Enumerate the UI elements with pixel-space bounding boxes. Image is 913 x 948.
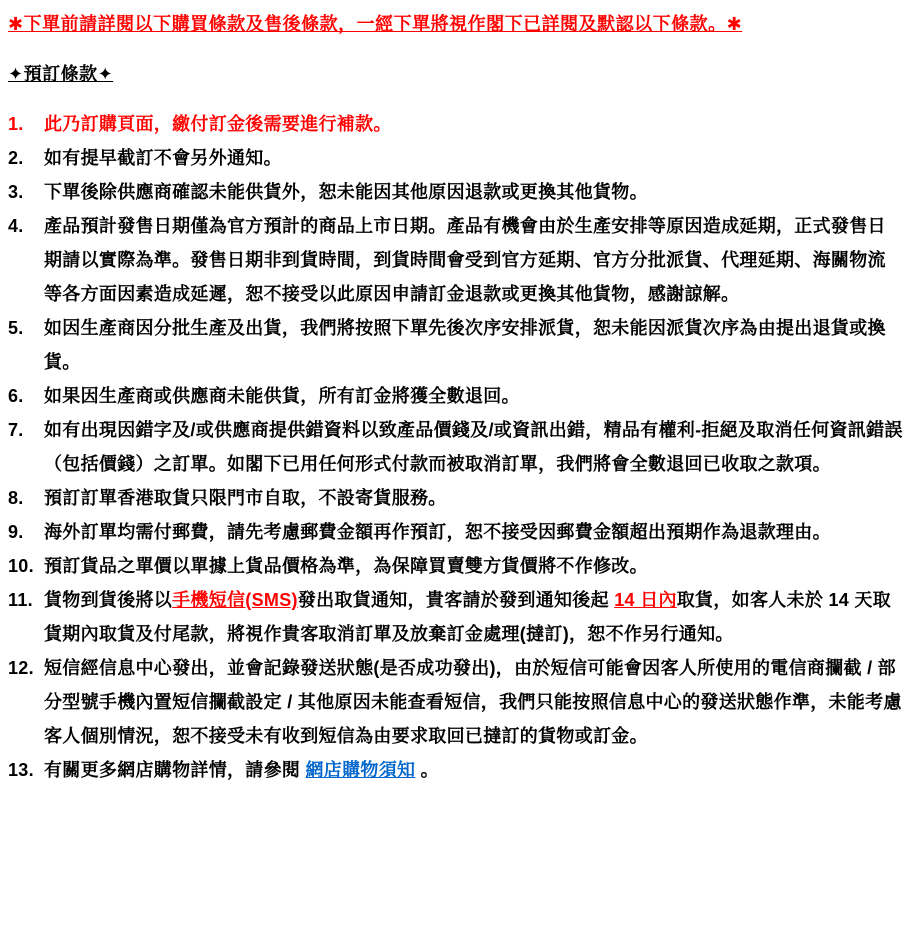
term-number: 11. bbox=[8, 590, 33, 610]
term-text bbox=[44, 107, 903, 141]
term-item-6 bbox=[8, 379, 903, 413]
term-item-10 bbox=[8, 549, 903, 583]
term-text-segment: 如因生產商因分批生產及出貨，我們將按照下單先後次序安排派貨，恕未能因派貨次序為由提出退貨或換貨。 bbox=[44, 318, 886, 372]
term-text bbox=[44, 481, 903, 515]
term-number: 4. bbox=[8, 216, 24, 236]
term-number: 2. bbox=[8, 148, 24, 168]
term-text-segment: 貨物到貨後將以 bbox=[44, 590, 173, 610]
term-number: 3. bbox=[8, 182, 24, 202]
term-number: 6. bbox=[8, 386, 24, 406]
term-text bbox=[44, 413, 903, 481]
term-item-1 bbox=[8, 107, 903, 141]
pickup-deadline-highlight: 14 日內 bbox=[614, 590, 677, 610]
term-number: 9. bbox=[8, 522, 24, 542]
term-item-13 bbox=[8, 753, 903, 787]
term-text-segment: 如果因生產商或供應商未能供貨，所有訂金將獲全數退回。 bbox=[44, 386, 520, 406]
term-number: 7. bbox=[8, 420, 24, 440]
section-title-preorder-terms: ✦預訂條款✦ bbox=[8, 64, 114, 84]
term-item-2 bbox=[8, 141, 903, 175]
term-text-segment: 預訂訂單香港取貨只限門市自取，不設寄貨服務。 bbox=[44, 488, 447, 508]
term-text-segment: 短信經信息中心發出，並會記錄發送狀態(是否成功發出)，由於短信可能會因客人所使用的電信商攔截 / 部分型號手機內置短信攔截設定 / 其他原因未能查看短信，我們只能按照信息中心的發送狀態作準，未能考慮客人個別情況，恕不接受未有收到短信為由要求取回已撻訂的貨物或訂金。 bbox=[44, 658, 902, 746]
term-text-segment: 發出取貨通知，貴客請於發到通知後起 bbox=[297, 590, 615, 610]
term-text bbox=[44, 583, 903, 651]
term-number: 8. bbox=[8, 488, 24, 508]
term-text bbox=[44, 651, 903, 753]
pre-order-notice-banner: ✱下單前請詳閱以下購買條款及售後條款，一經下單將視作閣下已詳閱及默認以下條款。✱ bbox=[8, 14, 743, 34]
term-text-segment: 取貨，如客人未於 14 天取貨期內取貨及付尾款，將視作貴客取消訂單及放棄訂金處理(撻訂)，恕不作另行通知。 bbox=[44, 590, 891, 644]
term-item-5 bbox=[8, 311, 903, 379]
term-item-11 bbox=[8, 583, 903, 651]
term-number: 5. bbox=[8, 318, 24, 338]
term-text bbox=[44, 141, 903, 175]
term-item-4 bbox=[8, 209, 903, 311]
term-text bbox=[44, 311, 903, 379]
term-text-segment: 海外訂單均需付郵費，請先考慮郵費金額再作預訂，恕不接受因郵費金額超出預期作為退款理由。 bbox=[44, 522, 831, 542]
term-text-segment: 此乃訂購頁面，繳付訂金後需要進行補款。 bbox=[44, 114, 392, 134]
term-text-segment: 。 bbox=[415, 760, 439, 780]
term-text bbox=[44, 549, 903, 583]
term-number: 12. bbox=[8, 658, 34, 678]
term-text-segment: 產品預計發售日期僅為官方預計的商品上市日期。產品有機會由於生產安排等原因造成延期，正式發售日期請以實際為準。發售日期非到貨時間，到貨時間會受到官方延期、官方分批派貨、代理延期、海關物流等各方面因素造成延遲，恕不接受以此原因申請訂金退款或更換其他貨物，感謝諒解。 bbox=[44, 216, 886, 304]
term-text bbox=[44, 379, 903, 413]
term-item-8 bbox=[8, 481, 903, 515]
terms-list bbox=[8, 107, 903, 787]
term-number: 13. bbox=[8, 760, 34, 780]
term-text-segment: 預訂貨品之單價以單據上貨品價格為準，為保障買賣雙方貨價將不作修改。 bbox=[44, 556, 648, 576]
sms-highlight: 手機短信(SMS) bbox=[172, 590, 298, 610]
term-text bbox=[44, 515, 903, 549]
term-item-3 bbox=[8, 175, 903, 209]
term-text-segment: 如有提早截訂不會另外通知。 bbox=[44, 148, 282, 168]
term-text-segment: 如有出現因錯字及/或供應商提供錯資料以致產品價錢及/或資訊出錯，精品有權利-拒絕及取消任何資訊錯誤（包括價錢）之訂單。如閣下已用任何形式付款而被取消訂單，我們將會全數退回已收取之款項。 bbox=[44, 420, 903, 474]
term-text bbox=[44, 753, 903, 787]
term-item-12 bbox=[8, 651, 903, 753]
term-item-9 bbox=[8, 515, 903, 549]
term-text bbox=[44, 175, 903, 209]
term-number: 1. bbox=[8, 114, 24, 134]
term-text bbox=[44, 209, 903, 311]
term-item-7 bbox=[8, 413, 903, 481]
shop-guide-link[interactable]: 網店購物須知 bbox=[305, 760, 416, 780]
term-text-segment: 有關更多網店購物詳情，請參閱 bbox=[44, 760, 306, 780]
term-text-segment: 下單後除供應商確認未能供貨外，恕未能因其他原因退款或更換其他貨物。 bbox=[44, 182, 648, 202]
term-number: 10. bbox=[8, 556, 34, 576]
